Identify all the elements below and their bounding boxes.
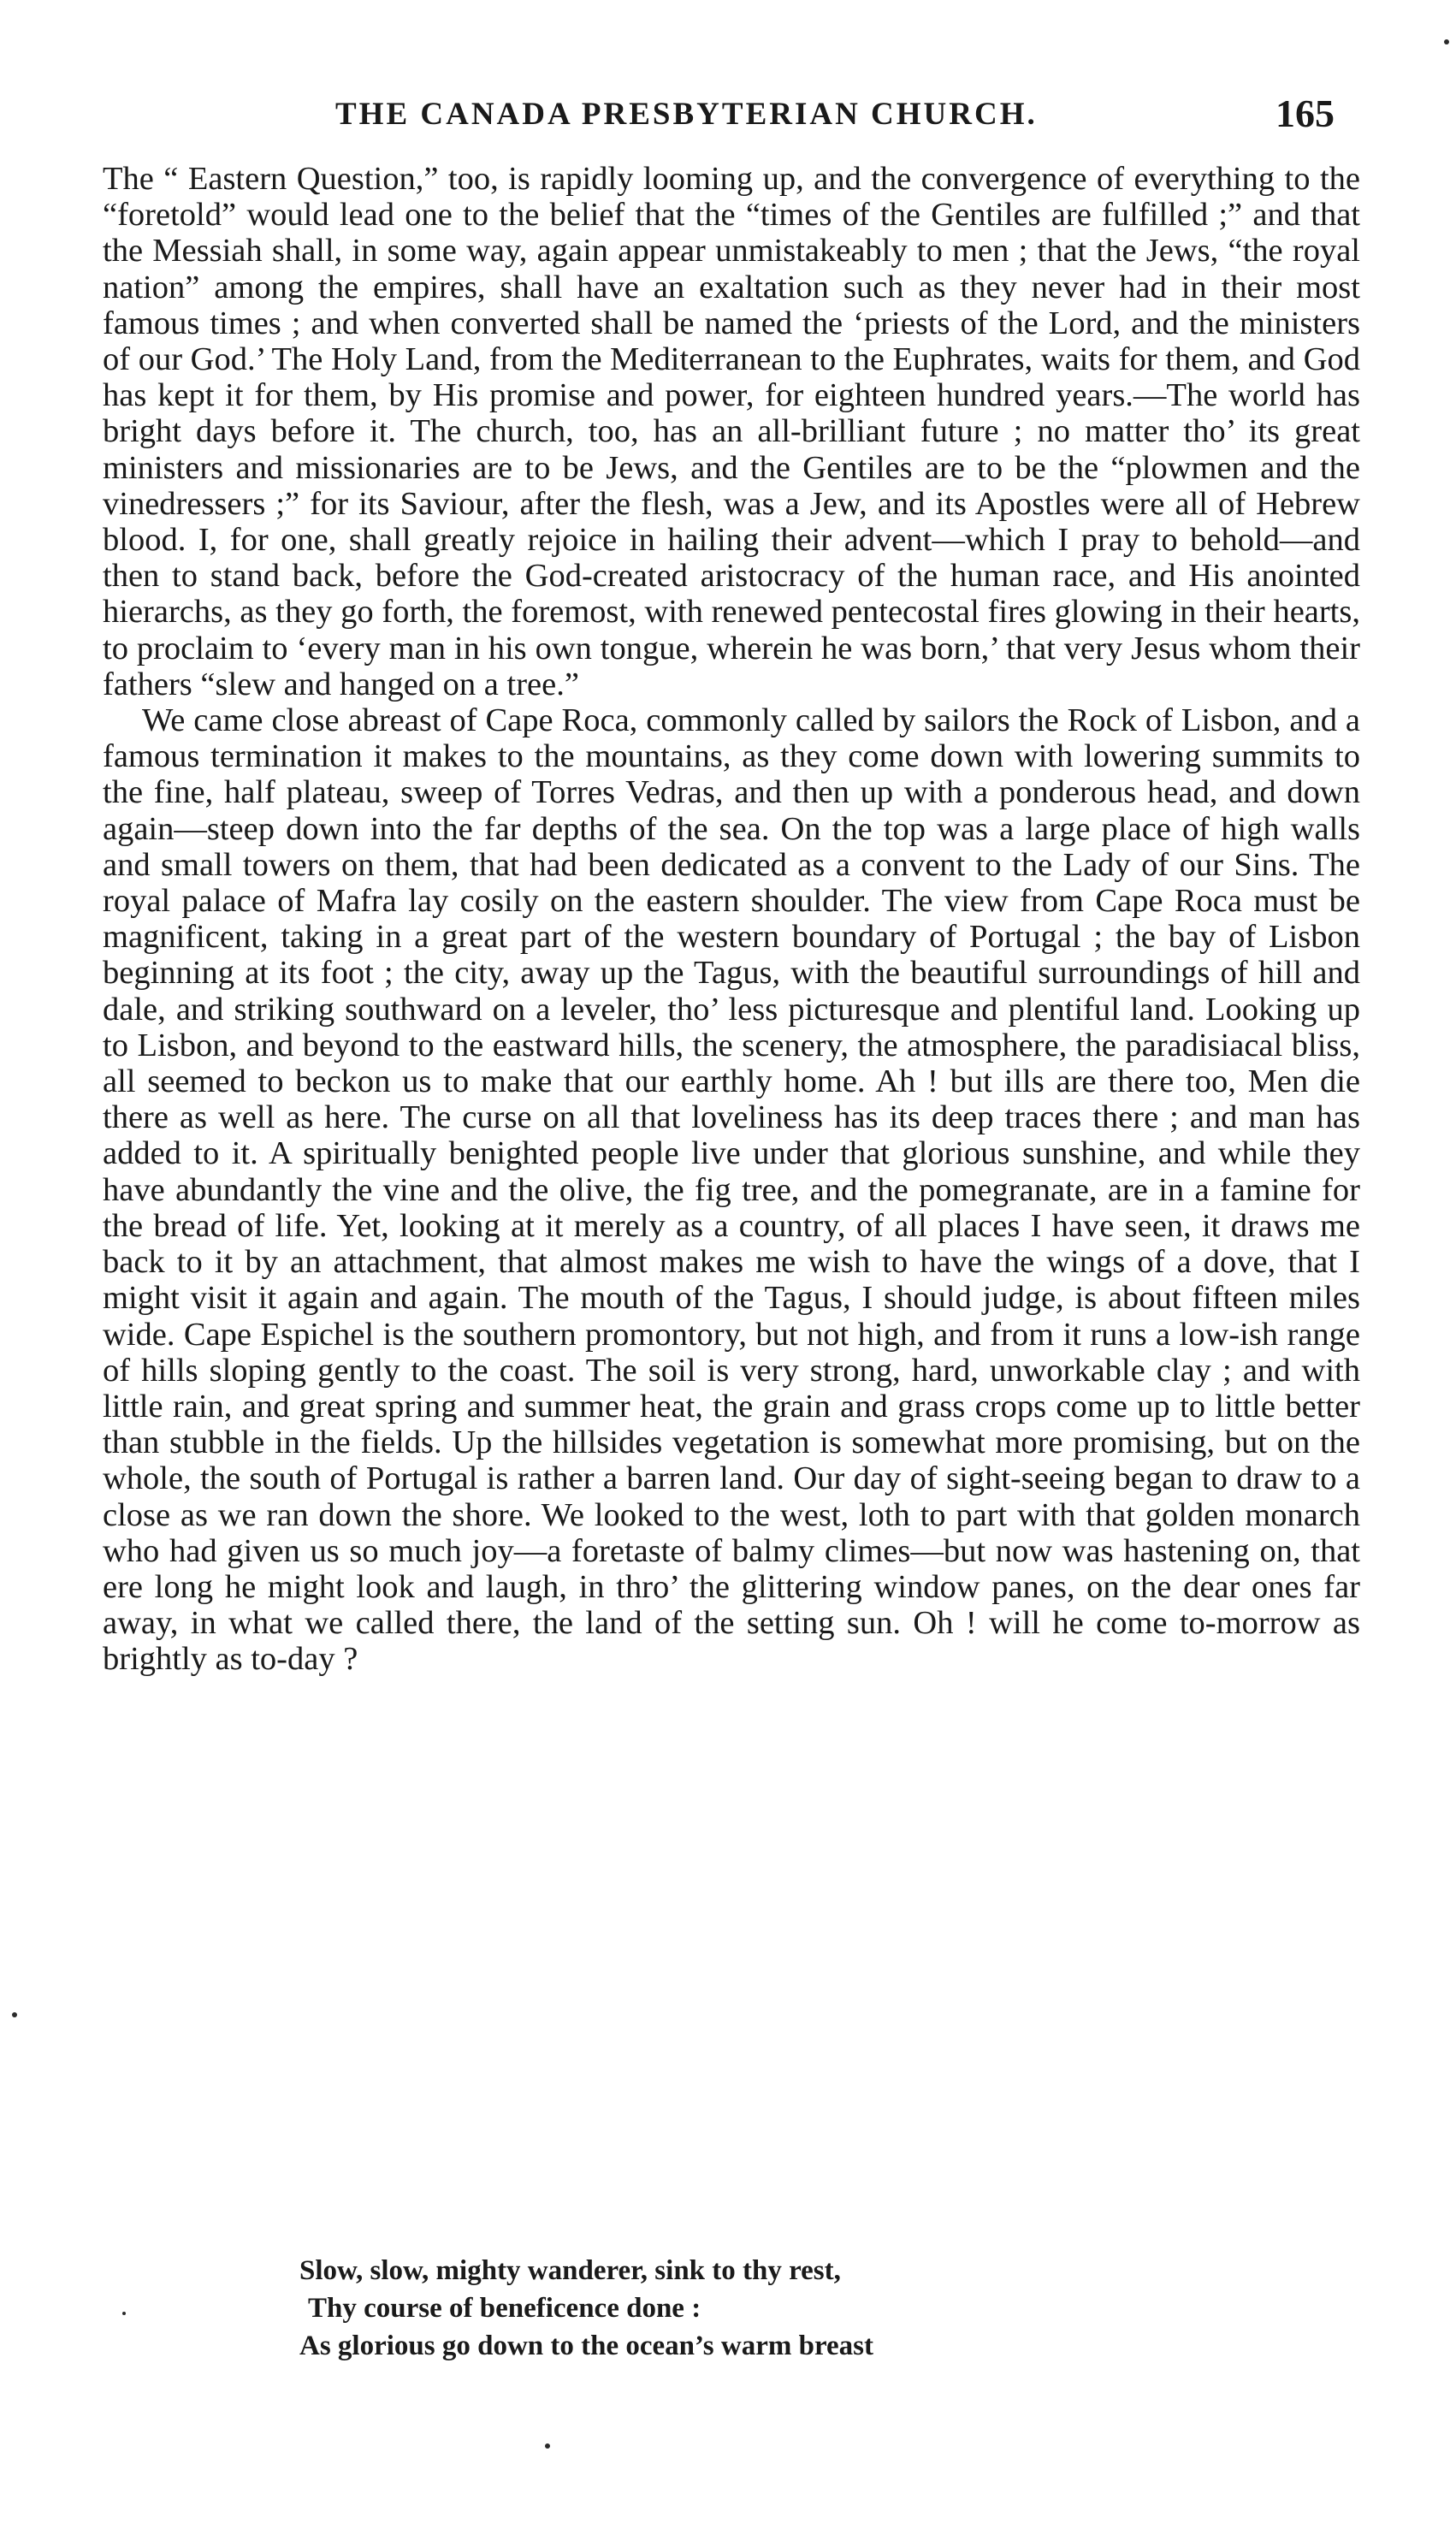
poem-line: As glorious go down to the ocean’s warm breast — [299, 2331, 873, 2361]
page-number: 165 — [1275, 92, 1335, 135]
paragraph-cape-roca: We came close abreast of Cape Roca, commonly called by sailors the Rock of Lisbon, and a famous termination it makes to the mountains, as they come down with lowering summits to the fine, half plateau, sweep of Torres Vedras, and then up with a ponderous head, and down again—steep down into the far depths of the sea. On the top was a large place of high walls and small towers on them, that had been dedicated as a convent to the Lady of our Sins. The royal palace of Mafra lay cosily on the eastern shoulder. The view from Cape Roca must be magnificent, taking in a great part of the western boundary of Portugal ; the bay of Lisbon beginning at its foot ; the city, away up the Tagus, with the beautiful surroundings of hill and dale, and striking southward on a leveler, tho’ less picturesque and plentiful land. Looking up to Lisbon, and beyond to the eastward hills, the scenery, the atmosphere, the paradisiacal bliss, all seemed to beckon us to make that our earthly home. Ah ! but ills are there too, Men die there as well as here. The curse on all that loveliness has its deep traces there ; and man has added to it. A spiritually benighted people live under that glorious sunshine, and while they have abundantly the vine and the olive, the fig tree, and the pomegranate, are in a famine for the bread of life. Yet, looking at it merely as a country, of all places I have seen, it draws me back to it by an attachment, that almost makes me wish to have the wings of a dove, that I might visit it again and again. The mouth of the Tagus, I should judge, is about fifteen miles wide. Cape Espichel is the southern promontory, but not high, and from it runs a low-ish range of hills sloping gently to the coast. The soil is very strong, hard, unworkable clay ; and with little rain, and great spring and summer heat, the grain and grass crops come up to little better than stubble in the fields. Up the hillsides vegetation is somewhat more promising, but on the whole, the south of Portugal is rather a barren land. Our day of sight-seeing began to draw to a close as we ran down the shore. We looked to the west, loth to part with that golden monarch who had given us so much joy—a foretaste of balmy climes—but now was hastening on, that ere long he might look and laugh, in thro’ the glittering window panes, on the dear ones far away, in what we called there, the land of the setting sun. Oh ! will he come to-morrow as brightly as to-day ? — [103, 702, 1360, 1678]
poem-line: Thy course of beneficence done : — [308, 2293, 701, 2324]
poem-line: Slow, slow, mighty wanderer, sink to thy rest, — [299, 2255, 841, 2286]
running-title: THE CANADA PRESBYTERIAN CHURCH. — [335, 97, 1038, 132]
print-speck — [545, 2443, 550, 2449]
print-speck — [122, 2312, 126, 2315]
poem-stanza — [299, 2252, 873, 2365]
print-speck — [1444, 39, 1449, 44]
paragraph-eastern-question: The “ Eastern Question,” too, is rapidly looming up, and the convergence of everything to the “foretold” would lead one to the belief that the “times of the Gentiles are fulfilled ;” and that the Messiah shall, in some way, again appear unmistakeably to men ; that the Jews, “the royal nation” among the empires, shall have an exaltation such as they never had in their most famous times ; and when converted shall be named the ‘priests of the Lord, and the ministers of our God.’ The Holy Land, from the Mediterranean to the Euphrates, waits for them, and God has kept it for them, by His promise and power, for eighteen hundred years.—The world has bright days before it. The church, too, has an all-brilliant future ; no matter tho’ its great ministers and missionaries are to be Jews, and the Gentiles are to be the “plowmen and the vinedressers ;” for its Saviour, after the flesh, was a Jew, and its Apostles were all of Hebrew blood. I, for one, shall greatly rejoice in hailing their advent—which I pray to behold—and then to stand back, before the God-created aristocracy of the human race, and His anointed hierarchs, as they go forth, the foremost, with renewed pentecostal fires glowing in their hearts, to proclaim to ‘every man in his own tongue, wherein he was born,’ that very Jesus whom their fathers “slew and hanged on a tree.” — [103, 161, 1360, 702]
print-speck — [12, 2012, 17, 2017]
article-body — [103, 161, 1360, 1678]
page-header — [103, 91, 1360, 142]
